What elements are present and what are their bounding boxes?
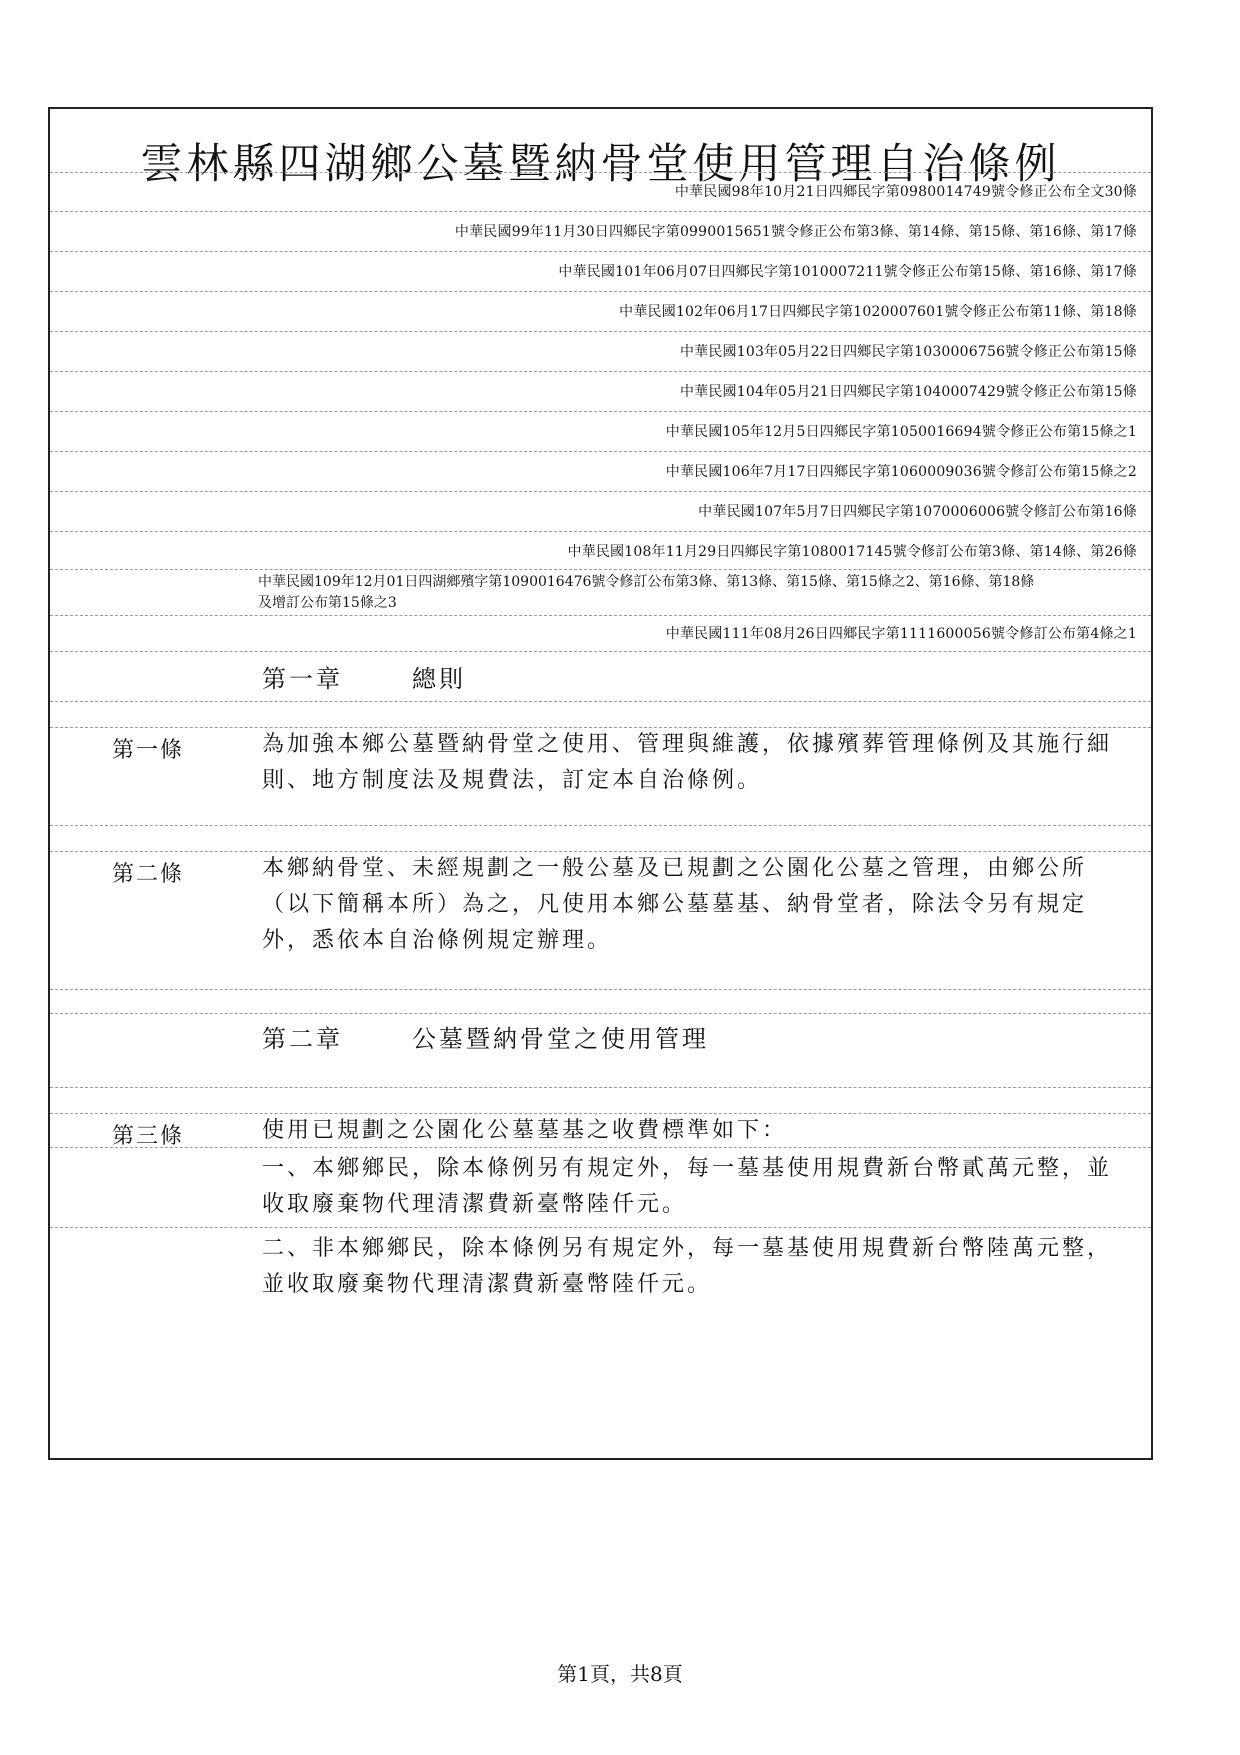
divider: [50, 291, 1151, 292]
article-text: 為加強本鄉公墓暨納骨堂之使用、管理與維護，依據殯葬管理條例及其施行細則、地方制度法及規費法，訂定本自治條例。: [262, 732, 1113, 793]
divider: [50, 251, 1151, 252]
amendment-line: 中華民國111年08月26日四鄉民字第1111600056號令修訂公布第4條之1: [665, 626, 1137, 642]
amendment-line: 中華民國104年05月21日四鄉民字第1040007429號令修正公布第15條: [679, 384, 1137, 400]
amendment-line: 中華民國107年5月7日四鄉民字第1070006006號令修訂公布第16條: [698, 504, 1137, 520]
divider: [50, 531, 1151, 532]
chapter-number: 第二章: [262, 1025, 343, 1053]
page-number: 第1頁，共8頁: [557, 1662, 683, 1686]
article-text: 本鄉納骨堂、未經規劃之一般公墓及已規劃之公園化公墓之管理，由鄉公所（以下簡稱本所）為之，凡使用本鄉公墓墓基、納骨堂者，除法令另有規定外，悉依本自治條例規定辦理。: [262, 856, 1088, 953]
chapter-heading: [262, 659, 466, 694]
chapter-title: 總則: [412, 665, 466, 693]
divider: [50, 411, 1151, 412]
amendment-line: 中華民國102年06月17日四鄉民字第1020007601號令修正公布第11條、第18條: [619, 304, 1137, 320]
amendment-line: 中華民國101年06月07日四鄉民字第1010007211號令修正公布第15條、第16條、第17條: [558, 264, 1137, 280]
amendment-109-line2: 及增訂公布第15條之3: [258, 595, 397, 611]
divider: [50, 172, 1151, 173]
article-label: 第二條: [112, 862, 185, 887]
divider: [50, 211, 1151, 212]
divider: [50, 1147, 1151, 1148]
chapter-heading: [262, 1019, 709, 1054]
amendment-109: [258, 572, 1137, 614]
amendment-line: 中華民國108年11月29日四鄉民字第1080017145號令修訂公布第3條、第14條、第26條: [567, 544, 1137, 560]
divider: [50, 569, 1151, 570]
divider: [50, 825, 1151, 826]
divider: [50, 615, 1151, 616]
chapter-number: 第一章: [262, 665, 343, 693]
amendment-line: 中華民國103年05月22日四鄉民字第1030006756號令修正公布第15條: [679, 344, 1137, 360]
chapter-title: 公墓暨納骨堂之使用管理: [412, 1025, 709, 1053]
amendment-line: 中華民國106年7月17日四鄉民字第1060009036號令修訂公布第15條之2: [665, 464, 1137, 480]
divider: [50, 989, 1151, 990]
article-label: 第一條: [112, 738, 185, 763]
divider: [50, 1227, 1151, 1228]
amendment-line: 中華民國105年12月5日四鄉民字第1050016694號令修正公布第15條之1: [665, 424, 1137, 440]
article-label: 第三條: [112, 1124, 185, 1149]
divider: [50, 1087, 1151, 1088]
divider: [50, 331, 1151, 332]
divider: [50, 651, 1151, 652]
document-title: 雲林縣四湖鄉公墓暨納骨堂使用管理自治條例: [140, 139, 1061, 188]
divider: [50, 491, 1151, 492]
amendment-line: 中華民國98年10月21日四鄉民字第0980014749號令修正公布全文30條: [674, 184, 1137, 200]
article-intro: 使用已規劃之公園化公墓墓基之收費標準如下：: [262, 1118, 788, 1143]
article-item: 一、本鄉鄉民，除本條例另有規定外，每一墓基使用規費新台幣貳萬元整，並收取廢棄物代理清潔費新臺幣陸仟元。: [262, 1156, 1113, 1217]
divider: [50, 371, 1151, 372]
amendment-109-line1: 中華民國109年12月01日四湖鄉殯字第1090016476號令修訂公布第3條、第13條、第15條、第15條之2、第16條、第18條: [258, 574, 1035, 590]
article-item: 二、非本鄉鄉民，除本條例另有規定外，每一墓基使用規費新台幣陸萬元整，並收取廢棄物代理清潔費新臺幣陸仟元。: [262, 1236, 1113, 1297]
divider: [50, 1013, 1151, 1014]
divider: [50, 701, 1151, 702]
amendment-line: 中華民國99年11月30日四鄉民字第0990015651號令修正公布第3條、第14條、第15條、第16條、第17條: [454, 224, 1137, 240]
document-frame: [48, 107, 1153, 1460]
divider: [50, 451, 1151, 452]
